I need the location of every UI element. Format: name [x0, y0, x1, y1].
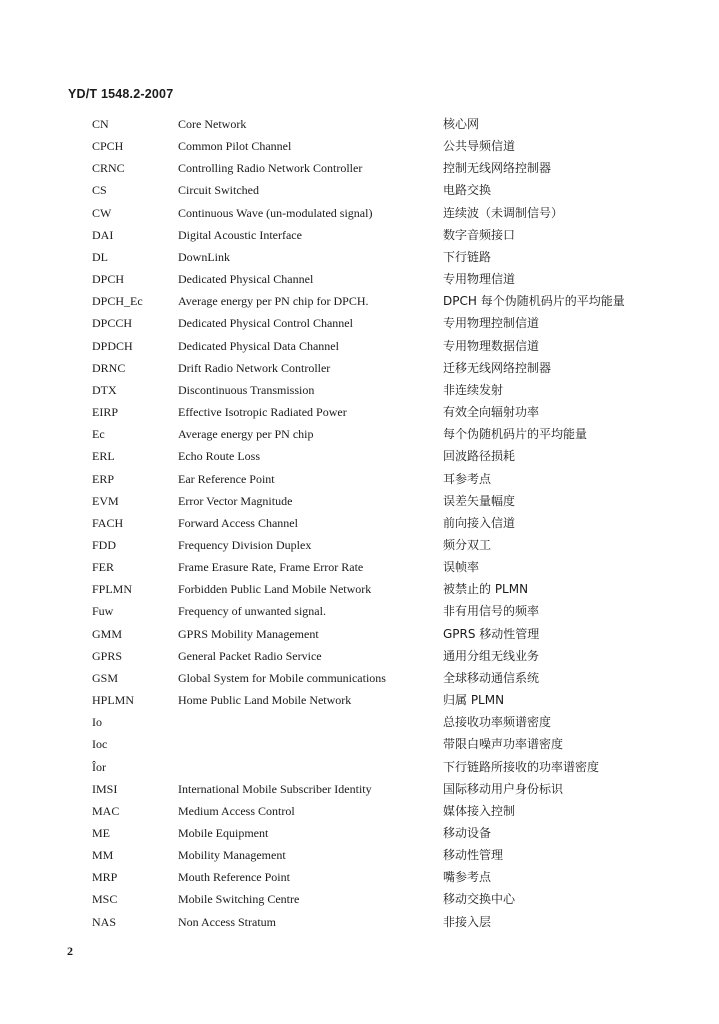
chinese-term-cell: 带限白噪声功率谱密度	[443, 737, 564, 752]
english-term-cell: DownLink	[178, 249, 230, 264]
page-number: 2	[67, 944, 73, 958]
chinese-term-cell: DPCH 每个伪随机码片的平均能量	[443, 294, 625, 309]
abbreviation-cell: MAC	[92, 803, 120, 818]
table-row	[0, 312, 719, 334]
english-term-cell: Controlling Radio Network Controller	[178, 161, 363, 176]
document-code: YD/T 1548.2-2007	[68, 87, 174, 101]
chinese-term-cell: 通用分组无线业务	[443, 648, 540, 663]
abbreviation-cell: NAS	[92, 914, 117, 929]
table-row	[0, 423, 719, 445]
abbreviation-cell: EIRP	[92, 405, 119, 420]
english-term-cell: Frequency of unwanted signal.	[178, 604, 326, 619]
abbreviation-cell: DPCH	[92, 272, 125, 287]
english-term-cell: GPRS Mobility Management	[178, 626, 319, 641]
chinese-term-cell: 连续波（未调制信号）	[443, 205, 564, 220]
english-term-cell: Dedicated Physical Channel	[178, 272, 314, 287]
abbreviation-cell: DTX	[92, 382, 117, 397]
abbreviation-cell: DAI	[92, 227, 114, 242]
chinese-term-cell: 专用物理数据信道	[443, 338, 540, 353]
abbreviation-cell: CS	[92, 183, 107, 198]
table-row	[0, 157, 719, 179]
english-term-cell: Frequency Division Duplex	[178, 537, 312, 552]
chinese-term-cell: 专用物理控制信道	[443, 316, 540, 331]
chinese-term-cell: 非接入层	[443, 914, 492, 929]
english-term-cell: Dedicated Physical Control Channel	[178, 316, 353, 331]
english-term-cell: Mobile Equipment	[178, 826, 269, 840]
table-row	[0, 866, 719, 888]
english-term-cell: Effective Isotropic Radiated Power	[178, 405, 347, 420]
english-term-cell: Frame Erasure Rate, Frame Error Rate	[178, 560, 364, 575]
chinese-term-cell: 归属 PLMN	[443, 693, 505, 708]
chinese-term-cell: 被禁止的 PLMN	[443, 582, 529, 597]
chinese-term-cell: 全球移动通信系统	[443, 670, 540, 685]
abbreviation-cell: MRP	[92, 870, 118, 885]
english-term-cell: Digital Acoustic Interface	[178, 227, 302, 242]
table-row	[0, 379, 719, 401]
english-term-cell: Average energy per PN chip for DPCH.	[178, 294, 369, 309]
english-term-cell: Average energy per PN chip	[178, 427, 314, 442]
table-row	[0, 911, 719, 933]
chinese-term-cell: GPRS 移动性管理	[443, 626, 540, 641]
abbreviation-cell: ERP	[92, 471, 115, 486]
table-row	[0, 179, 719, 201]
chinese-term-cell: 媒体接入控制	[443, 803, 516, 818]
english-term-cell: Error Vector Magnitude	[178, 493, 293, 508]
abbreviation-cell: GMM	[92, 626, 123, 641]
table-row	[0, 645, 719, 667]
chinese-term-cell: 移动性管理	[443, 848, 504, 863]
chinese-term-cell: 国际移动用户身份标识	[443, 781, 564, 796]
chinese-term-cell: 下行链路	[443, 249, 492, 264]
abbreviation-cell: Ioc	[92, 737, 108, 752]
chinese-term-cell: 下行链路所接收的功率谱密度	[443, 759, 600, 774]
abbreviation-cell: HPLMN	[92, 693, 135, 708]
table-row	[0, 113, 719, 135]
english-term-cell: Forward Access Channel	[178, 515, 298, 530]
chinese-term-cell: 回波路径损耗	[443, 449, 516, 464]
abbreviation-cell: CW	[92, 205, 112, 220]
english-term-cell: Core Network	[178, 117, 247, 131]
abbreviation-cell: MSC	[92, 892, 118, 907]
table-row	[0, 445, 719, 467]
table-row	[0, 335, 719, 357]
english-term-cell: Medium Access Control	[178, 803, 295, 818]
chinese-term-cell: 非有用信号的频率	[443, 604, 540, 619]
english-term-cell: Drift Radio Network Controller	[178, 360, 331, 375]
table-row	[0, 756, 719, 778]
chinese-term-cell: 数字音频接口	[443, 227, 516, 242]
english-term-cell: International Mobile Subscriber Identity	[178, 781, 372, 796]
table-row	[0, 733, 719, 755]
chinese-term-cell: 总接收功率频谱密度	[443, 715, 552, 730]
english-term-cell: Discontinuous Transmission	[178, 382, 315, 397]
chinese-term-cell: 嘴参考点	[443, 870, 492, 885]
abbreviation-cell: Fuw	[92, 604, 114, 619]
english-term-cell: Non Access Stratum	[178, 914, 276, 929]
english-term-cell: Ear Reference Point	[178, 471, 275, 486]
abbreviation-cell: CN	[92, 117, 109, 131]
table-row	[0, 600, 719, 622]
abbreviation-table	[0, 113, 719, 933]
chinese-term-cell: 迁移无线网络控制器	[443, 360, 552, 375]
table-row	[0, 512, 719, 534]
abbreviation-cell: DPDCH	[92, 338, 133, 353]
abbreviation-cell: CRNC	[92, 161, 125, 176]
chinese-term-cell: 移动设备	[443, 826, 492, 840]
chinese-term-cell: 核心网	[443, 117, 480, 131]
abbreviation-cell: DPCCH	[92, 316, 133, 331]
table-row	[0, 800, 719, 822]
abbreviation-cell: Io	[92, 715, 102, 730]
english-term-cell: Mouth Reference Point	[178, 870, 290, 885]
abbreviation-cell: IMSI	[92, 781, 118, 796]
table-row	[0, 490, 719, 512]
abbreviation-cell: FPLMN	[92, 582, 133, 597]
abbreviation-cell: FDD	[92, 537, 117, 552]
abbreviation-cell: FER	[92, 560, 115, 575]
abbreviation-cell: ERL	[92, 449, 115, 464]
chinese-term-cell: 频分双工	[443, 537, 492, 552]
abbreviation-cell: DPCH_Ec	[92, 294, 143, 309]
table-row	[0, 689, 719, 711]
english-term-cell: Echo Route Loss	[178, 449, 260, 464]
table-row	[0, 711, 719, 733]
abbreviation-cell: Ec	[92, 427, 105, 442]
abbreviation-cell: EVM	[92, 493, 119, 508]
table-row	[0, 135, 719, 157]
english-term-cell: Circuit Switched	[178, 183, 259, 198]
table-row	[0, 556, 719, 578]
english-term-cell: Common Pilot Channel	[178, 139, 292, 154]
abbreviation-cell: GSM	[92, 670, 119, 685]
english-term-cell: Forbidden Public Land Mobile Network	[178, 582, 372, 597]
chinese-term-cell: 误帧率	[443, 560, 480, 575]
table-row	[0, 667, 719, 689]
chinese-term-cell: 非连续发射	[443, 382, 504, 397]
abbreviation-cell: Îor	[92, 759, 106, 774]
abbreviation-cell: FACH	[92, 515, 124, 530]
table-row	[0, 578, 719, 600]
table-row	[0, 246, 719, 268]
abbreviation-cell: CPCH	[92, 139, 124, 154]
table-row	[0, 401, 719, 423]
chinese-term-cell: 有效全向辐射功率	[443, 405, 540, 420]
chinese-term-cell: 耳参考点	[443, 471, 492, 486]
abbreviation-cell: GPRS	[92, 648, 123, 663]
table-row	[0, 844, 719, 866]
table-row	[0, 224, 719, 246]
abbreviation-cell: MM	[92, 848, 114, 863]
chinese-term-cell: 电路交换	[443, 183, 492, 198]
abbreviation-cell: ME	[92, 826, 110, 840]
table-row	[0, 268, 719, 290]
table-row	[0, 357, 719, 379]
english-term-cell: Global System for Mobile communications	[178, 670, 386, 685]
abbreviation-cell: DRNC	[92, 360, 126, 375]
chinese-term-cell: 控制无线网络控制器	[443, 161, 552, 176]
table-row	[0, 290, 719, 312]
table-row	[0, 888, 719, 910]
abbreviation-cell: DL	[92, 249, 108, 264]
english-term-cell: General Packet Radio Service	[178, 648, 322, 663]
table-row	[0, 202, 719, 224]
english-term-cell: Mobility Management	[178, 848, 286, 863]
table-row	[0, 778, 719, 800]
table-row	[0, 822, 719, 844]
chinese-term-cell: 误差矢量幅度	[443, 493, 516, 508]
english-term-cell: Continuous Wave (un-modulated signal)	[178, 205, 373, 220]
table-row	[0, 623, 719, 645]
chinese-term-cell: 移动交换中心	[443, 892, 516, 907]
chinese-term-cell: 专用物理信道	[443, 272, 516, 287]
english-term-cell: Dedicated Physical Data Channel	[178, 338, 339, 353]
table-row	[0, 534, 719, 556]
table-row	[0, 468, 719, 490]
english-term-cell: Home Public Land Mobile Network	[178, 693, 352, 708]
chinese-term-cell: 前向接入信道	[443, 515, 516, 530]
chinese-term-cell: 每个伪随机码片的平均能量	[443, 427, 588, 442]
english-term-cell: Mobile Switching Centre	[178, 892, 300, 907]
chinese-term-cell: 公共导频信道	[443, 139, 516, 154]
